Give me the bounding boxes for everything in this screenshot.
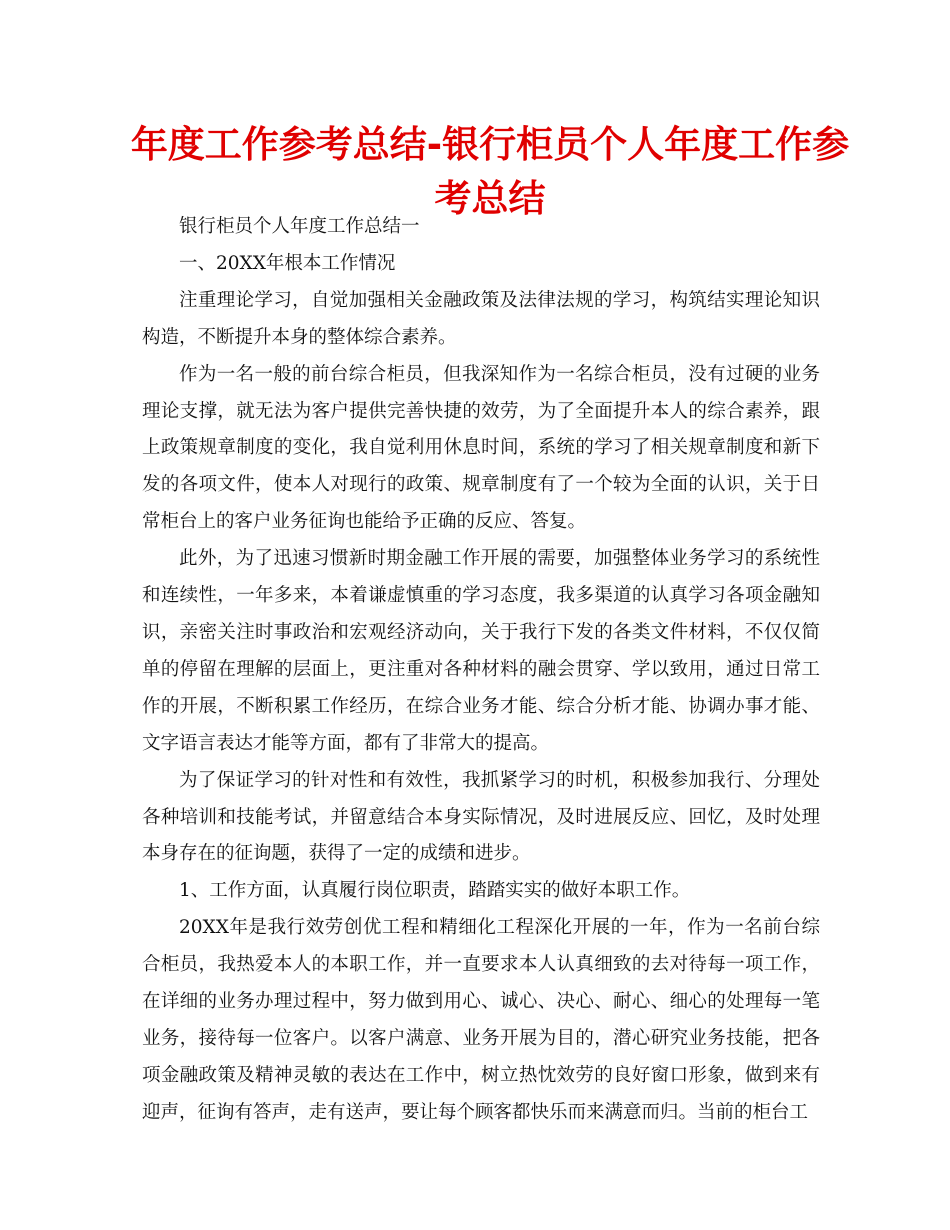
body-paragraph: 为了保证学习的针对性和有效性，我抓紧学习的时机，积极参加我行、分理处各种培训和技能考试，并留意结合本身实际情况，及时进展反应、回忆，及时处理本身存在的征询题，获得了一定的成绩和进步。: [142, 769, 820, 865]
body-paragraph: 作为一名一般的前台综合柜员，但我深知作为一名综合柜员，没有过硬的业务理论支撑，就无法为客户提供完善快捷的效劳，为了全面提升本人的综合素养，跟上政策规章制度的变化，我自觉利用休息时间，系统的学习了相关规章制度和新下发的各项文件，使本人对现行的政策、规章制度有了一个较为全面的认识，关于日常柜台上的客户业务征询也能给予正确的反应、答复。: [142, 363, 820, 533]
document-title: 年度工作参考总结-银行柜员个人年度工作参考总结: [130, 123, 850, 220]
body-paragraph: 此外，为了迅速习惯新时期金融工作开展的需要，加强整体业务学习的系统性和连续性，一年多来，本着谦虚慎重的学习态度，我多渠道的认真学习各项金融知识，亲密关注时事政治和宏观经济动向，关于我行下发的各类文件材料，不仅仅简单的停留在理解的层面上，更注重对各种材料的融会贯穿、学以致用，通过日常工作的开展，不断积累工作经历，在综合业务才能、综合分析才能、协调办事才能、文字语言表达才能等方面，都有了非常大的提高。: [142, 548, 820, 754]
section-heading: 银行柜员个人年度工作总结一: [179, 216, 420, 237]
subsection-heading: 一、20XX年根本工作情况: [179, 252, 396, 274]
document-body: [142, 209, 820, 1132]
body-paragraph: 20XX年是我行效劳创优工程和精细化工程深化开展的一年，作为一名前台综合柜员，我热爱本人的本职工作，并一直要求本人认真细致的去对待每一项工作，在详细的业务办理过程中，努力做到用心、诚心、决心、耐心、细心的处理每一笔业务，接待每一位客户。以客户满意、业务开展为目的，潜心研究业务技能，把各项金融政策及精神灵敏的表达在工作中，树立热忱效劳的良好窗口形象，做到来有迎声，征询有答声，走有送声，要让每个顾客都快乐而来满意而归。当前的柜台工: [142, 917, 820, 1123]
body-paragraph: 注重理论学习，自觉加强相关金融政策及法律法规的学习，构筑结实理论知识构造，不断提升本身的整体综合素养。: [142, 289, 820, 348]
numbered-item: 1、工作方面，认真履行岗位职责，踏踏实实的做好本职工作。: [179, 880, 691, 902]
